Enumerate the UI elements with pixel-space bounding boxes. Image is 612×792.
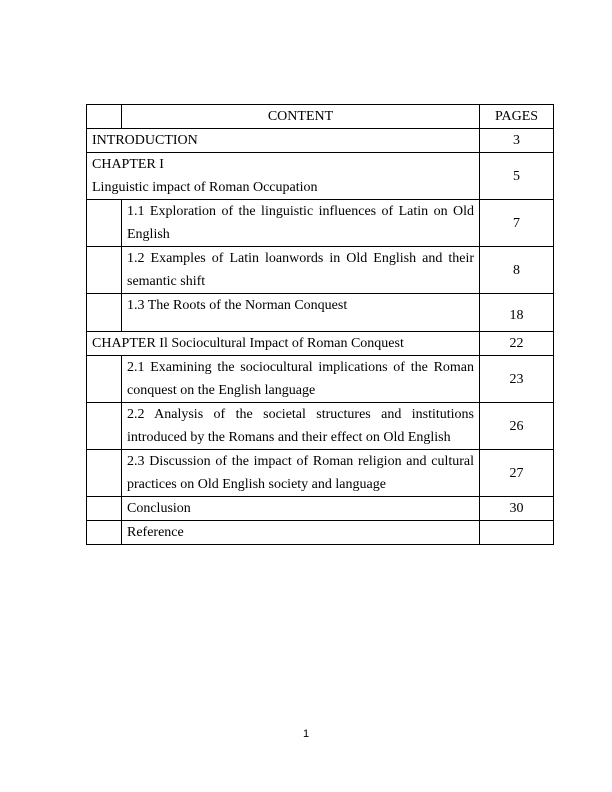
toc-row-section-1-2	[87, 247, 554, 294]
section-1-2-line-2: semantic shift	[127, 274, 206, 289]
toc-row-reference	[87, 521, 554, 545]
section-2-1-cell	[122, 356, 480, 403]
section-1-2-cell	[122, 247, 480, 294]
toc-row-section-1-3	[87, 294, 554, 332]
section-2-1-page: 23	[480, 356, 554, 403]
section-2-2-line-2: introduced by the Romans and their effect on Old English	[127, 430, 451, 445]
section-1-3-page: 18	[480, 294, 554, 332]
chapter-2-page: 22	[480, 332, 554, 356]
pages-header: PAGES	[480, 105, 554, 129]
section-1-1-cell	[122, 200, 480, 247]
reference-label: Reference	[122, 521, 480, 545]
toc-row-section-1-1	[87, 200, 554, 247]
indent-cell	[87, 521, 122, 545]
section-1-1-line-2: English	[127, 227, 170, 242]
chapter-1-page: 5	[480, 153, 554, 200]
section-1-3-label: 1.3 The Roots of the Norman Conquest	[122, 294, 480, 332]
section-1-1-line-1: 1.1 Exploration of the linguistic influences of Latin on Old	[127, 204, 475, 219]
content-header: CONTENT	[122, 105, 480, 129]
section-1-1-page: 7	[480, 200, 554, 247]
section-2-3-page: 27	[480, 450, 554, 497]
chapter-1-subtitle: Linguistic impact of Roman Occupation	[92, 180, 318, 195]
indent-cell	[87, 294, 122, 332]
section-2-3-line-1: 2.3 Discussion of the impact of Roman religion and cultural	[127, 454, 475, 469]
introduction-label: INTRODUCTION	[87, 129, 480, 153]
section-2-2-page: 26	[480, 403, 554, 450]
conclusion-page: 30	[480, 497, 554, 521]
indent-cell	[87, 403, 122, 450]
section-2-2-line-1: 2.2 Analysis of the societal structures and institutions	[127, 407, 475, 422]
indent-cell	[87, 247, 122, 294]
indent-cell	[87, 356, 122, 403]
toc-row-chapter-2	[87, 332, 554, 356]
section-2-1-line-2: conquest on the English language	[127, 383, 316, 398]
section-2-2-cell	[122, 403, 480, 450]
toc-row-section-2-1	[87, 356, 554, 403]
section-2-3-cell	[122, 450, 480, 497]
toc-row-section-2-2	[87, 403, 554, 450]
chapter-1-cell	[87, 153, 480, 200]
indent-cell	[87, 450, 122, 497]
conclusion-label: Conclusion	[122, 497, 480, 521]
chapter-2-label: CHAPTER Il Sociocultural Impact of Roman Conquest	[87, 332, 480, 356]
section-1-2-line-1: 1.2 Examples of Latin loanwords in Old English and their	[127, 251, 475, 266]
section-2-1-line-1: 2.1 Examining the sociocultural implications of the Roman	[127, 360, 475, 375]
indent-cell	[87, 200, 122, 247]
table-of-contents	[86, 104, 554, 545]
indent-cell	[87, 497, 122, 521]
toc-row-introduction	[87, 129, 554, 153]
toc-row-conclusion	[87, 497, 554, 521]
toc-row-section-2-3	[87, 450, 554, 497]
chapter-1-label: CHAPTER I	[92, 157, 164, 172]
section-2-3-line-2: practices on Old English society and language	[127, 477, 386, 492]
page-number: 1	[302, 728, 310, 740]
introduction-page: 3	[480, 129, 554, 153]
toc-header-row	[87, 105, 554, 129]
toc-row-chapter-1	[87, 153, 554, 200]
header-blank-cell	[87, 105, 122, 129]
reference-page	[480, 521, 554, 545]
section-1-2-page: 8	[480, 247, 554, 294]
